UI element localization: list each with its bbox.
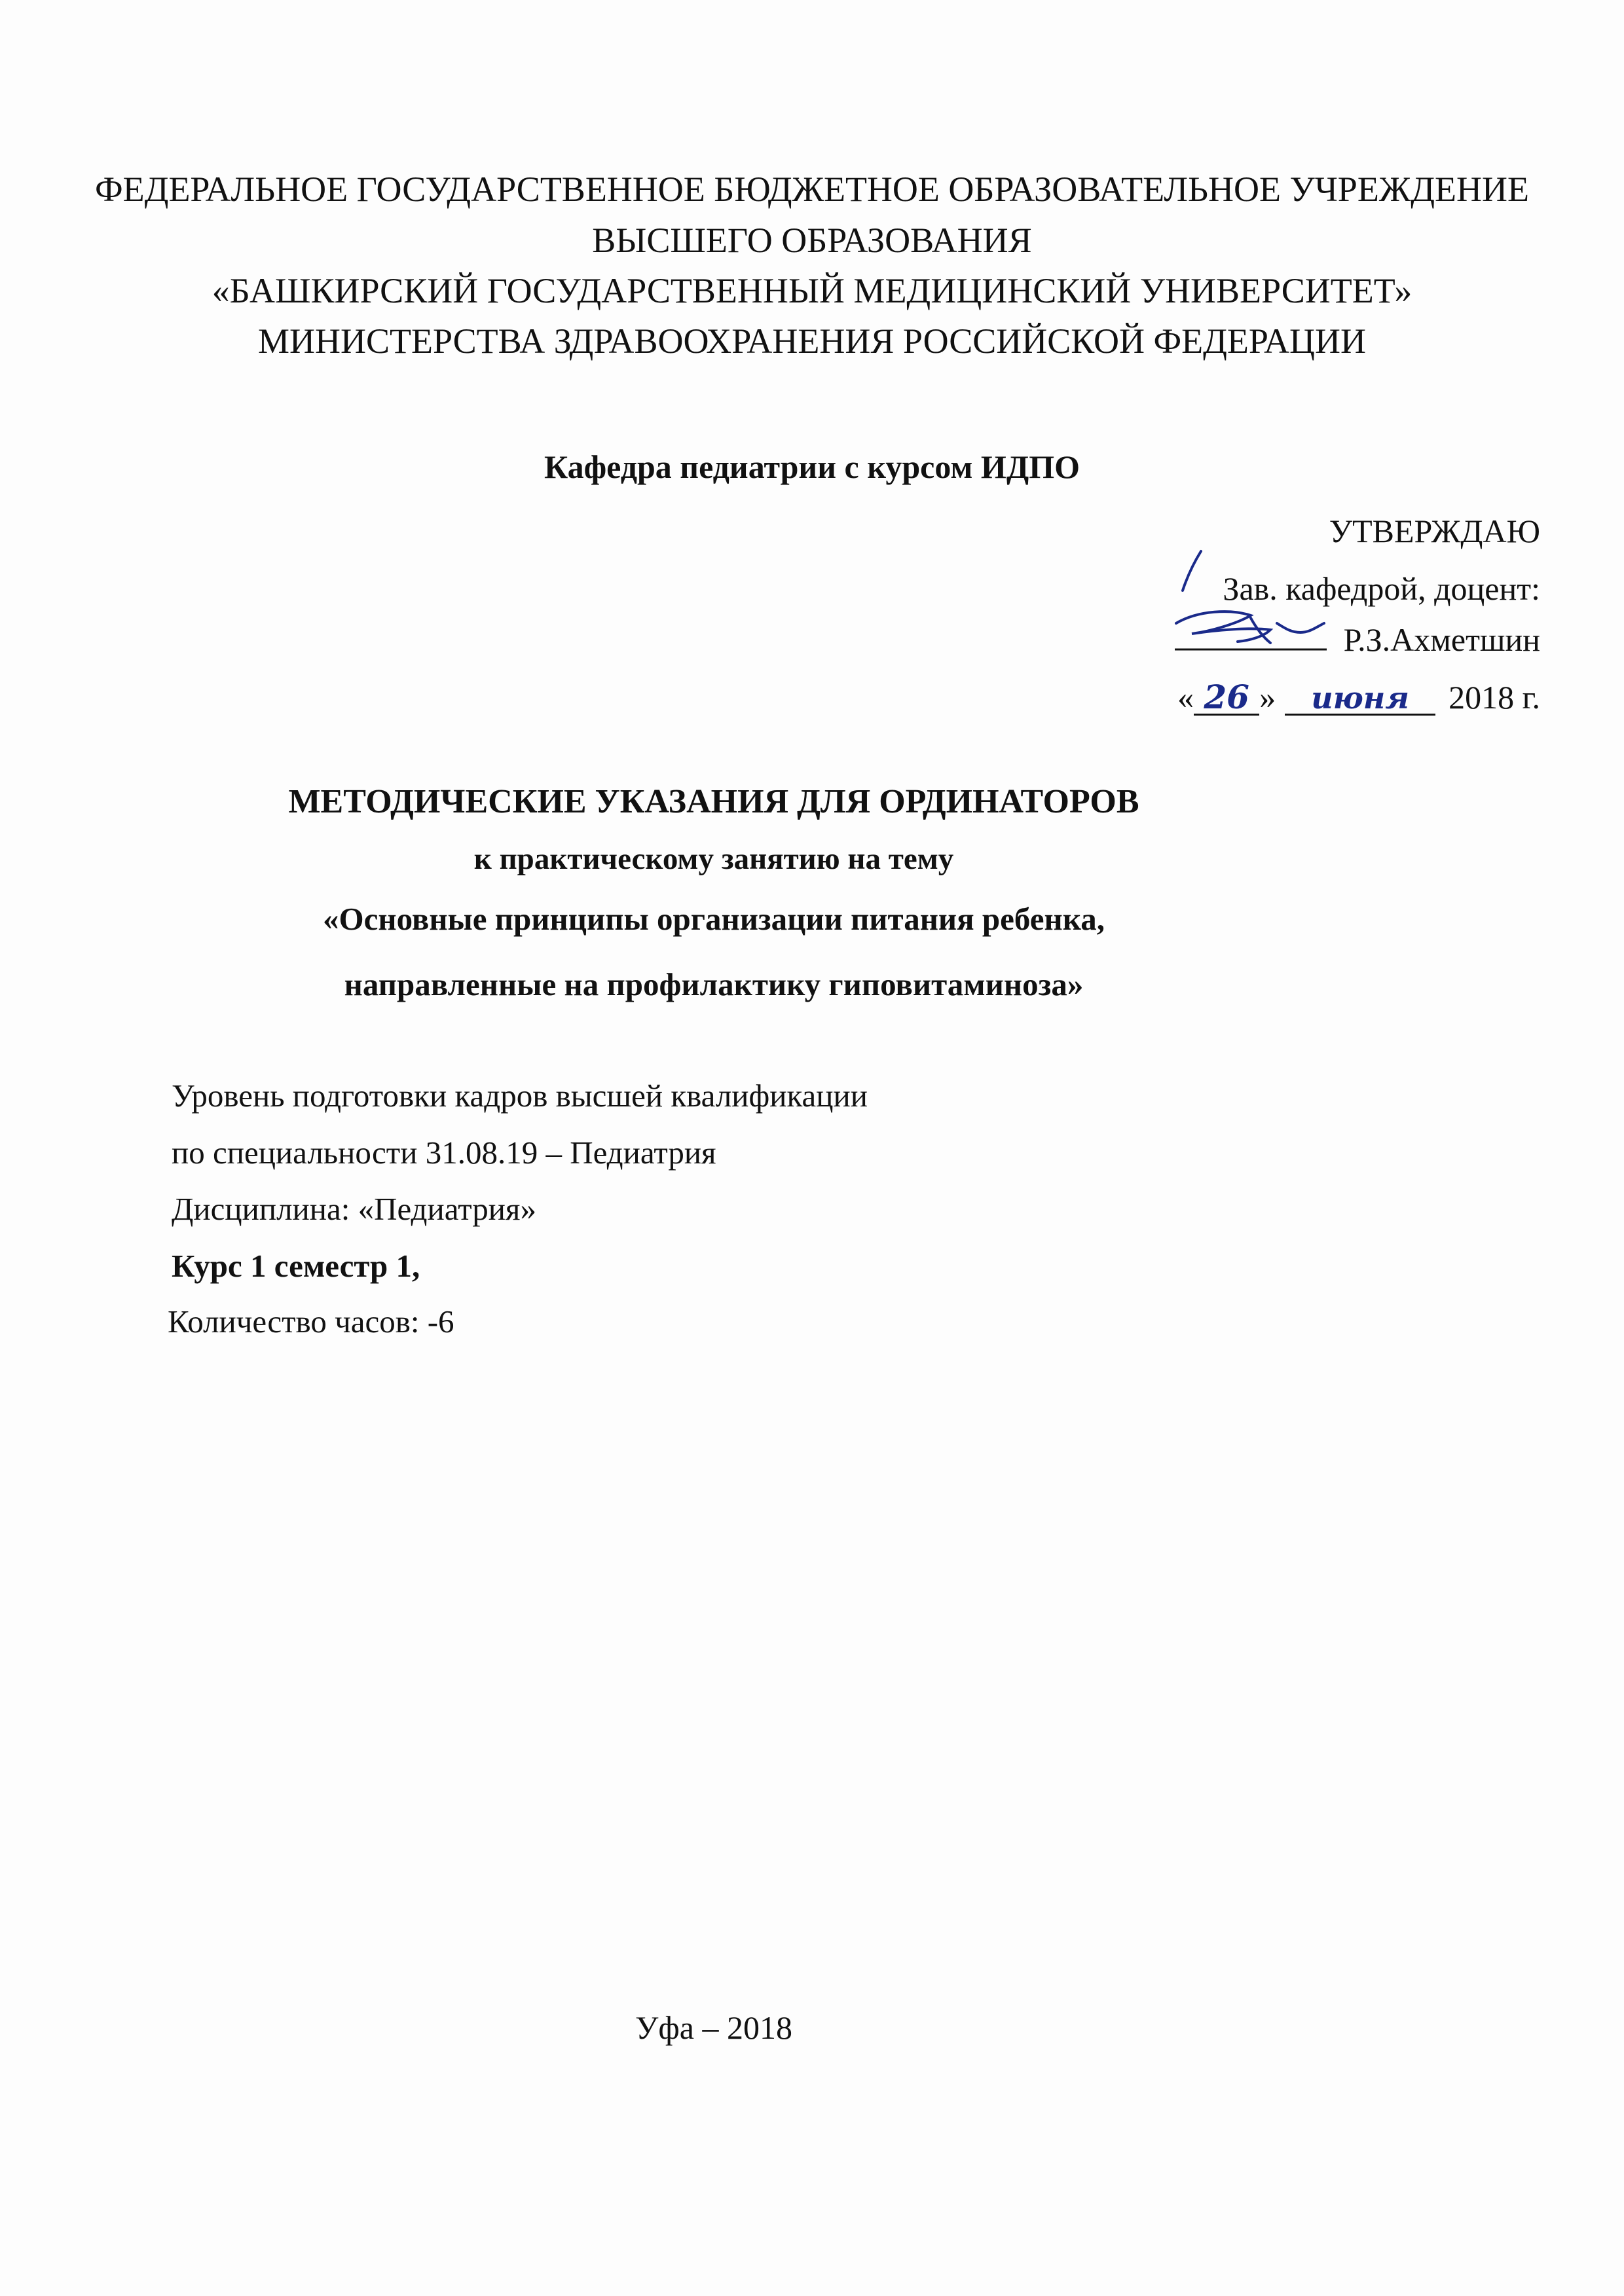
date-open-quote: « — [1177, 679, 1194, 716]
specialty: по специальности 31.08.19 – Педиатрия — [172, 1135, 716, 1171]
city-year: Уфа – 2018 — [635, 2009, 792, 2046]
hours-count: Количество часов: -6 — [168, 1303, 454, 1339]
document-title: МЕТОДИЧЕСКИЕ УКАЗАНИЯ ДЛЯ ОРДИНАТОРОВ — [288, 783, 1139, 820]
discipline: Дисциплина: «Педиатрия» — [172, 1191, 536, 1227]
training-level: Уровень подготовки кадров высшей квалификации — [172, 1078, 868, 1114]
approval-slash-mark — [1179, 549, 1205, 594]
date-day: 26 — [1204, 678, 1249, 716]
org-header-line-1: ФЕДЕРАЛЬНОЕ ГОСУДАРСТВЕННОЕ БЮДЖЕТНОЕ ОБРАЗОВАТЕЛЬНОЕ УЧРЕЖДЕНИЕ — [94, 170, 1530, 209]
date-close-quote: » — [1259, 679, 1276, 716]
org-header-line-4: МИНИСТЕРСТВА ЗДРАВООХРАНЕНИЯ РОССИЙСКОЙ ФЕДЕРАЦИИ — [257, 321, 1367, 361]
date-month: июня — [1311, 680, 1409, 716]
signature-scribble — [1172, 604, 1329, 656]
date-day-field — [1194, 678, 1259, 716]
topic-line-1: «Основные принципы организации питания ребенка, — [322, 901, 1105, 937]
course-semester: Курс 1 семестр 1, — [172, 1248, 420, 1284]
org-header-line-2: ВЫСШЕГО ОБРАЗОВАНИЯ — [592, 221, 1032, 260]
approval-date — [1177, 678, 1540, 716]
approval-title: УТВЕРЖДАЮ — [1329, 513, 1540, 549]
date-month-field — [1285, 681, 1435, 716]
department-name: Кафедра педиатрии с курсом ИДПО — [544, 448, 1080, 485]
date-year: 2018 г. — [1449, 679, 1540, 716]
topic-line-2: направленные на профилактику гиповитаминоза» — [344, 966, 1084, 1002]
document-subtitle: к практическому занятию на тему — [473, 842, 954, 876]
approval-name: Р.З.Ахметшин — [1343, 621, 1540, 658]
org-header-line-3: «БАШКИРСКИЙ ГОСУДАРСТВЕННЫЙ МЕДИЦИНСКИЙ УНИВЕРСИТЕТ» — [212, 271, 1412, 310]
approval-position: Зав. кафедрой, доцент: — [1223, 570, 1540, 607]
